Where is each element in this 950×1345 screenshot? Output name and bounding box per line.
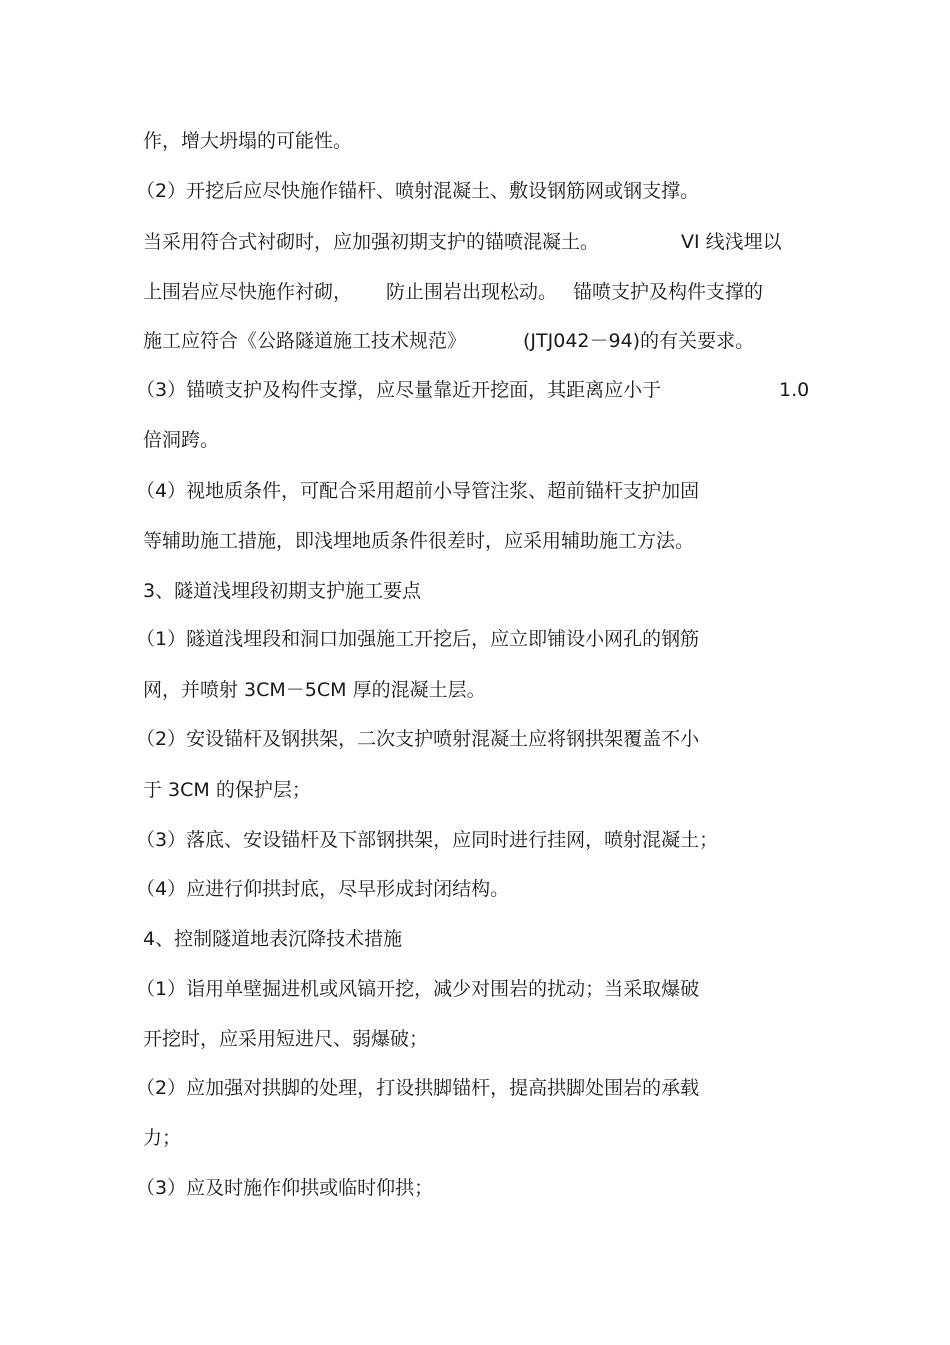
text-line-6 [136, 375, 810, 405]
text-line-16: （4）应进行仰拱封底，尽早形成封闭结构。 [136, 878, 510, 900]
text-line-6-tail: 1.0 [779, 379, 810, 401]
text-line-13: （2）安设锚杆及钢拱架，二次支护喷射混凝土应将钢拱架覆盖不小 [136, 728, 700, 750]
text-line-3 [143, 227, 782, 257]
text-line-5-main: 施工应符合《公路隧道施工技术规范》 [143, 330, 467, 352]
text-line-19: 开挖时，应采用短进尺、弱爆破； [143, 1028, 429, 1050]
text-line-4-tail: 锚喷支护及构件支撑的 [573, 281, 764, 303]
text-line-6-main: （3）锚喷支护及构件支撑，应尽量靠近开挖面，其距离应小于 [136, 379, 662, 401]
text-line-21: 力； [143, 1127, 182, 1149]
text-line-7: 倍洞跨。 [143, 429, 220, 451]
text-line-4-main: 上围岩应尽快施作衬砌， [143, 281, 353, 303]
text-line-2: （2）开挖后应尽快施作锚杆、喷射混凝土、敷设钢筋网或钢支撑。 [136, 180, 700, 202]
text-line-1: 作，增大坍塌的可能性。 [143, 130, 353, 152]
text-line-4-mid: 防止围岩出现松动。 [386, 281, 558, 303]
text-line-20: （2）应加强对拱脚的处理，打设拱脚锚杆，提高拱脚处围岩的承载 [136, 1077, 700, 1099]
text-line-11: （1）隧道浅埋段和洞口加强施工开挖后，应立即铺设小网孔的钢筋 [136, 628, 700, 650]
section-heading-4: 4、控制隧道地表沉降技术措施 [143, 928, 403, 950]
text-line-8: （4）视地质条件，可配合采用超前小导管注浆、超前锚杆支护加固 [136, 480, 700, 502]
text-line-4 [143, 277, 764, 307]
text-line-3-tail: VI 线浅埋以 [681, 231, 782, 253]
text-line-14: 于 3CM 的保护层； [143, 779, 311, 801]
text-line-9: 等辅助施工措施，即浅埋地质条件很差时，应采用辅助施工方法。 [143, 530, 695, 552]
text-line-5-tail: (JTJ042－94)的有关要求。 [523, 330, 755, 352]
text-line-12: 网，并喷射 3CM－5CM 厚的混凝土层。 [143, 679, 486, 701]
section-heading-3: 3、隧道浅埋段初期支护施工要点 [143, 580, 422, 602]
text-line-5 [143, 326, 755, 356]
text-line-15: （3）落底、安设锚杆及下部钢拱架，应同时进行挂网，喷射混凝土； [136, 829, 719, 851]
text-line-3-main: 当采用符合式衬砌时，应加强初期支护的锚喷混凝土。 [143, 231, 600, 253]
text-line-22: （3）应及时施作仰拱或临时仰拱； [136, 1177, 434, 1199]
text-line-18: （1）诣用单壁掘进机或风镐开挖，减少对围岩的扰动；当采取爆破 [136, 978, 700, 1000]
